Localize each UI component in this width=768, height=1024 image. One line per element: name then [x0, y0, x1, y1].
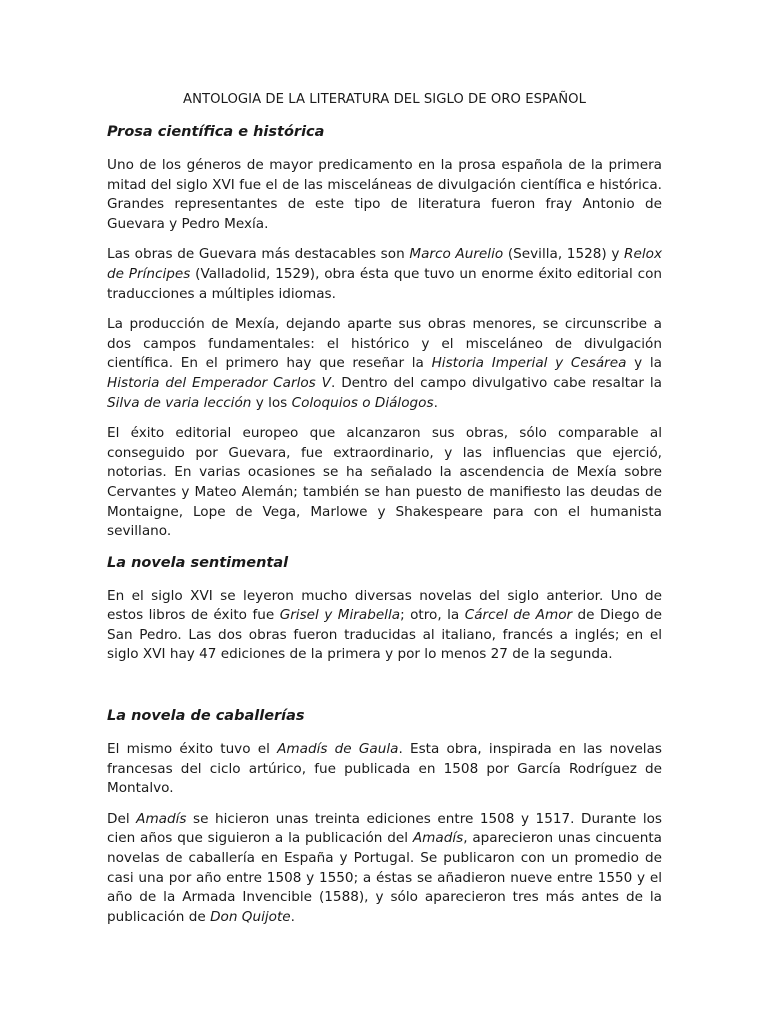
paragraph	[107, 424, 662, 542]
section-novela-sentimental	[107, 553, 662, 665]
section-heading: La novela sentimental	[107, 554, 289, 571]
section-heading: La novela de caballerías	[107, 708, 305, 725]
work-title: Historia del Emperador Carlos V	[107, 374, 331, 391]
work-title: Don Quijote	[210, 908, 291, 925]
paragraph	[107, 740, 662, 799]
paragraph	[107, 315, 662, 413]
text-run: (Sevilla, 1528) y	[503, 246, 625, 263]
text-run: y la	[626, 355, 663, 372]
text-run: de Diego de San Pedro. Las dos obras fueron traducidas al italiano, francés a inglés; en el siglo XVI hay 47 ediciones de la primera y por lo menos 27 de la segunda.	[107, 607, 662, 663]
section-novela-caballerias	[107, 706, 662, 927]
text-run: El éxito editorial europeo que alcanzaron sus obras, sólo comparable al conseguido por Guevara, fue extraordinario, y las influencias que ejerció, notorias. En varias ocasiones se ha señalado la ascendencia de Mexía sobre Cervantes y Mateo Alemán; también se han puesto de manifiesto las deudas de Montaigne, Lope de Vega, Marlowe y Shakespeare para con el humanista sevillano.	[107, 425, 662, 540]
text-run: La producción de Mexía, dejando aparte sus obras menores, se circunscribe a dos campos fundamentales: el histórico y el misceláneo de divulgación científica. En el primero hay que reseñar la	[107, 316, 662, 372]
work-title: Coloquios o Diálogos	[291, 394, 434, 411]
work-title: Grisel y Mirabella	[279, 607, 401, 624]
work-title: Amadís	[412, 830, 464, 847]
paragraph	[107, 156, 662, 234]
section-prosa-cientifica	[107, 122, 662, 542]
paragraph	[107, 587, 662, 665]
text-run: , aparecieron unas cincuenta novelas de caballería en España y Portugal. Se publicaron con un promedio de casi una por año entre 1508 y 1550; a éstas se añadieron nueve entre 1550 y el año de la Armada Invencible (1588), y sólo aparecieron tres más antes de la publicación de	[107, 830, 662, 925]
text-run: (Valladolid, 1529), obra ésta que tuvo un enorme éxito editorial con traducciones a múltiples idiomas.	[107, 265, 663, 302]
text-run: .	[290, 908, 295, 925]
section-heading: Prosa científica e histórica	[107, 124, 325, 140]
text-run: . Dentro del campo divulgativo cabe resaltar la	[330, 374, 663, 391]
work-title: Marco Aurelio	[409, 246, 504, 263]
paragraph	[107, 245, 662, 304]
text-run: .	[433, 394, 438, 411]
work-title: Relox de Príncipes	[107, 246, 662, 282]
text-run: ; otro, la	[400, 607, 465, 624]
work-title: Cárcel de Amor	[464, 607, 573, 624]
work-title: Amadís de Gaula	[277, 741, 399, 758]
text-run: El mismo éxito tuvo el	[107, 741, 278, 758]
document-page	[107, 90, 662, 938]
text-run: Las obras de Guevara más destacables son	[107, 246, 410, 263]
paragraph	[107, 810, 662, 928]
text-run: y los	[251, 394, 292, 411]
work-title: Amadís	[136, 810, 187, 827]
text-run: se hicieron unas treinta ediciones entre 1508 y 1517. Durante los cien años que siguieron a la publicación del	[107, 810, 662, 847]
document-title: ANTOLOGIA DE LA LITERATURA DEL SIGLO DE ORO ESPAÑOL	[183, 92, 586, 107]
text-run: Uno de los géneros de mayor predicamento en la prosa española de la primera mitad del siglo XVI fue el de las misceláneas de divulgación científica e histórica. Grandes representantes de este tipo de literatura fueron fray Antonio de Guevara y Pedro Mexía.	[107, 157, 662, 232]
work-title: Silva de varia lección	[107, 394, 252, 411]
text-run: . Esta obra, inspirada en las novelas francesas del ciclo artúrico, fue publicada en 1508 por García Rodríguez de Montalvo.	[107, 741, 662, 797]
text-run: Del	[107, 810, 137, 827]
section-spacer	[107, 676, 662, 706]
work-title: Historia Imperial y Cesárea	[431, 355, 627, 372]
text-run: En el siglo XVI se leyeron mucho diversas novelas del siglo anterior. Uno de estos libros de éxito fue	[107, 587, 662, 624]
